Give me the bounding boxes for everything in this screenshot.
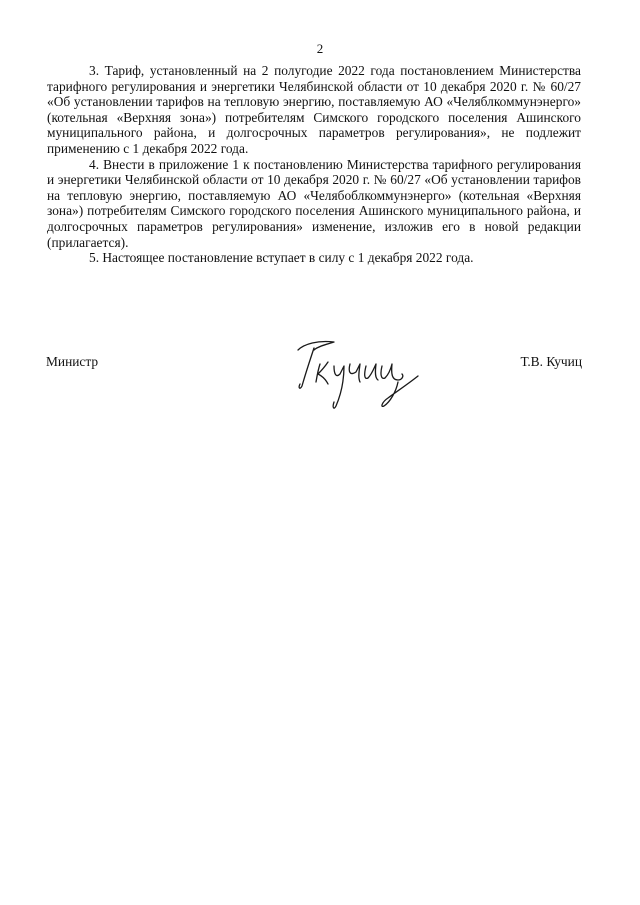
document-body	[47, 63, 581, 266]
page-number: 2	[316, 41, 324, 56]
signature-block	[0, 330, 640, 420]
handwritten-signature	[284, 330, 424, 410]
signatory-name: Т.В. Кучиц	[520, 354, 582, 369]
paragraph-3: 3. Тариф, установленный на 2 полугодие 2022 года постановлением Министерства тарифного регулирования и энергетики Челябинской области от 10 декабря 2020 г. № 60/27 «Об установлении тарифов на тепловую энергию, поставляемую АО «Челяблкоммунэнерго» (котельная «Верхняя зона») потребителям Симского городского поселения Ашинского муниципального района, и долгосрочных параметров регулирования», не подлежит применению с 1 декабря 2022 года.	[47, 63, 581, 156]
paragraph-5: 5. Настоящее постановление вступает в силу с 1 декабря 2022 года.	[89, 250, 474, 266]
signatory-position: Министр	[46, 354, 99, 369]
paragraph-4: 4. Внести в приложение 1 к постановлению Министерства тарифного регулирования и энергетики Челябинской области от 10 декабря 2020 г. № 60/27 «Об установлении тарифов на тепловую энергию, поставляемую АО «Челябоблкоммунэнерго» (котельная «Верхняя зона») потребителям Симского городского поселения Ашинского муниципального района, и долгосрочных параметров регулирования» изменение, изложив его в новой редакции (прилагается).	[47, 156, 581, 250]
